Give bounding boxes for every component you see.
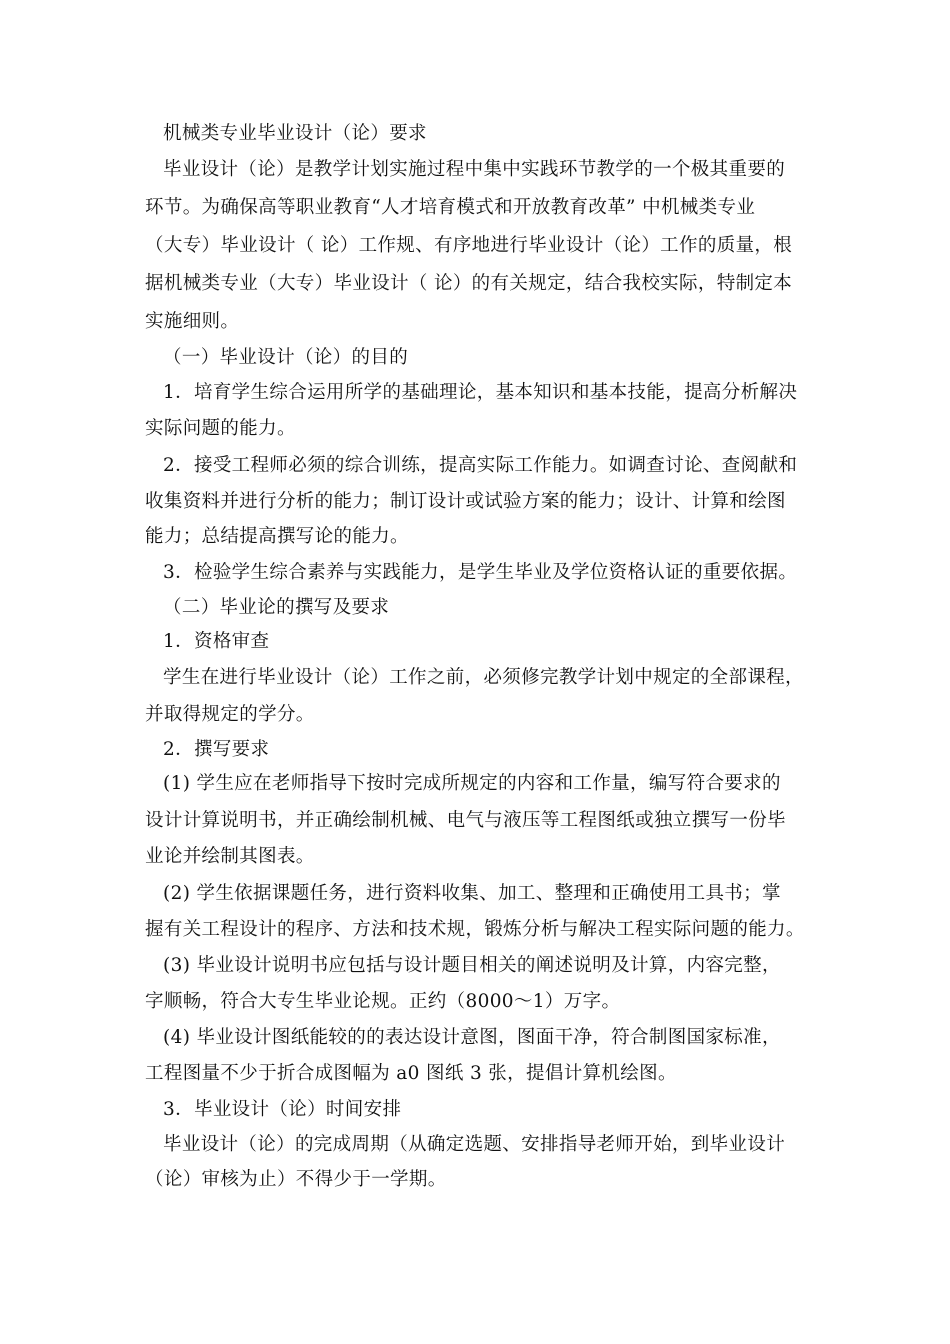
paragraph-line: 工程图量不少于折合成图幅为 a0 图纸 3 张，提倡计算机绘图。 <box>145 1063 677 1084</box>
paragraph-line: 实际问题的能力。 <box>145 418 296 439</box>
paragraph-line: 业论并绘制其图表。 <box>145 846 315 867</box>
list-item: 3．检验学生综合素养与实践能力，是学生毕业及学位资格认证的重要依据。 <box>163 562 798 583</box>
paragraph-line: 收集资料并进行分析的能力；制订设计或试验方案的能力；设计、计算和绘图 <box>145 491 786 512</box>
list-item: 2．接受工程师必须的综合训练，提高实际工作能力。如调查讨论、查阅献和 <box>163 455 798 476</box>
subsection-heading: 1．资格审查 <box>163 631 270 652</box>
paragraph-line: 毕业设计（论）是教学计划实施过程中集中实践环节教学的一个极其重要的 <box>163 159 786 180</box>
paragraph-line: 学生在进行毕业设计（论）工作之前，必须修完教学计划中规定的全部课程， <box>163 667 804 688</box>
list-item: (4) 毕业设计图纸能较的的表达设计意图，图面干净，符合制图国家标准， <box>163 1027 781 1048</box>
list-item: 1．培育学生综合运用所学的基础理论，基本知识和基本技能，提高分析解决 <box>163 382 798 403</box>
paragraph-line: 并取得规定的学分。 <box>145 704 315 725</box>
paragraph-line: （大专）毕业设计（ 论）工作规、有序地进行毕业设计（论）工作的质量，根 <box>145 235 793 256</box>
document-title: 机械类专业毕业设计（论）要求 <box>163 123 427 144</box>
section-heading: （二）毕业论的撰写及要求 <box>163 597 390 618</box>
list-item: (3) 毕业设计说明书应包括与设计题目相关的阐述说明及计算，内容完整， <box>163 955 781 976</box>
section-heading: （一）毕业设计（论）的目的 <box>163 347 409 368</box>
paragraph-line: 设计计算说明书，并正确绘制机械、电气与液压等工程图纸或独立撰写一份毕 <box>145 810 786 831</box>
subsection-heading: 3．毕业设计（论）时间安排 <box>163 1099 402 1120</box>
paragraph-line: 毕业设计（论）的完成周期（从确定选题、安排指导老师开始，到毕业设计 <box>163 1134 786 1155</box>
paragraph-line: （论）审核为止）不得少于一学期。 <box>145 1169 447 1190</box>
paragraph-line: 字顺畅，符合大专生毕业论规。正约（8000～1）万字。 <box>145 991 621 1012</box>
list-item: (2) 学生依据课题任务，进行资料收集、加工、整理和正确使用工具书；掌 <box>163 883 781 904</box>
subsection-heading: 2．撰写要求 <box>163 739 270 760</box>
paragraph-line: 能力；总结提高撰写论的能力。 <box>145 526 409 547</box>
list-item: (1) 学生应在老师指导下按时完成所规定的内容和工作量，编写符合要求的 <box>163 773 781 794</box>
paragraph-line: 实施细则。 <box>145 311 240 332</box>
paragraph-line: 握有关工程设计的程序、方法和技术规，锻炼分析与解决工程实际问题的能力。 <box>145 919 805 940</box>
paragraph-line: 据机械类专业（大专）毕业设计（ 论）的有关规定，结合我校实际，特制定本 <box>145 273 793 294</box>
paragraph-line: 环节。为确保高等职业教育“人才培育模式和开放教育改革” 中机械类专业 <box>145 197 756 218</box>
